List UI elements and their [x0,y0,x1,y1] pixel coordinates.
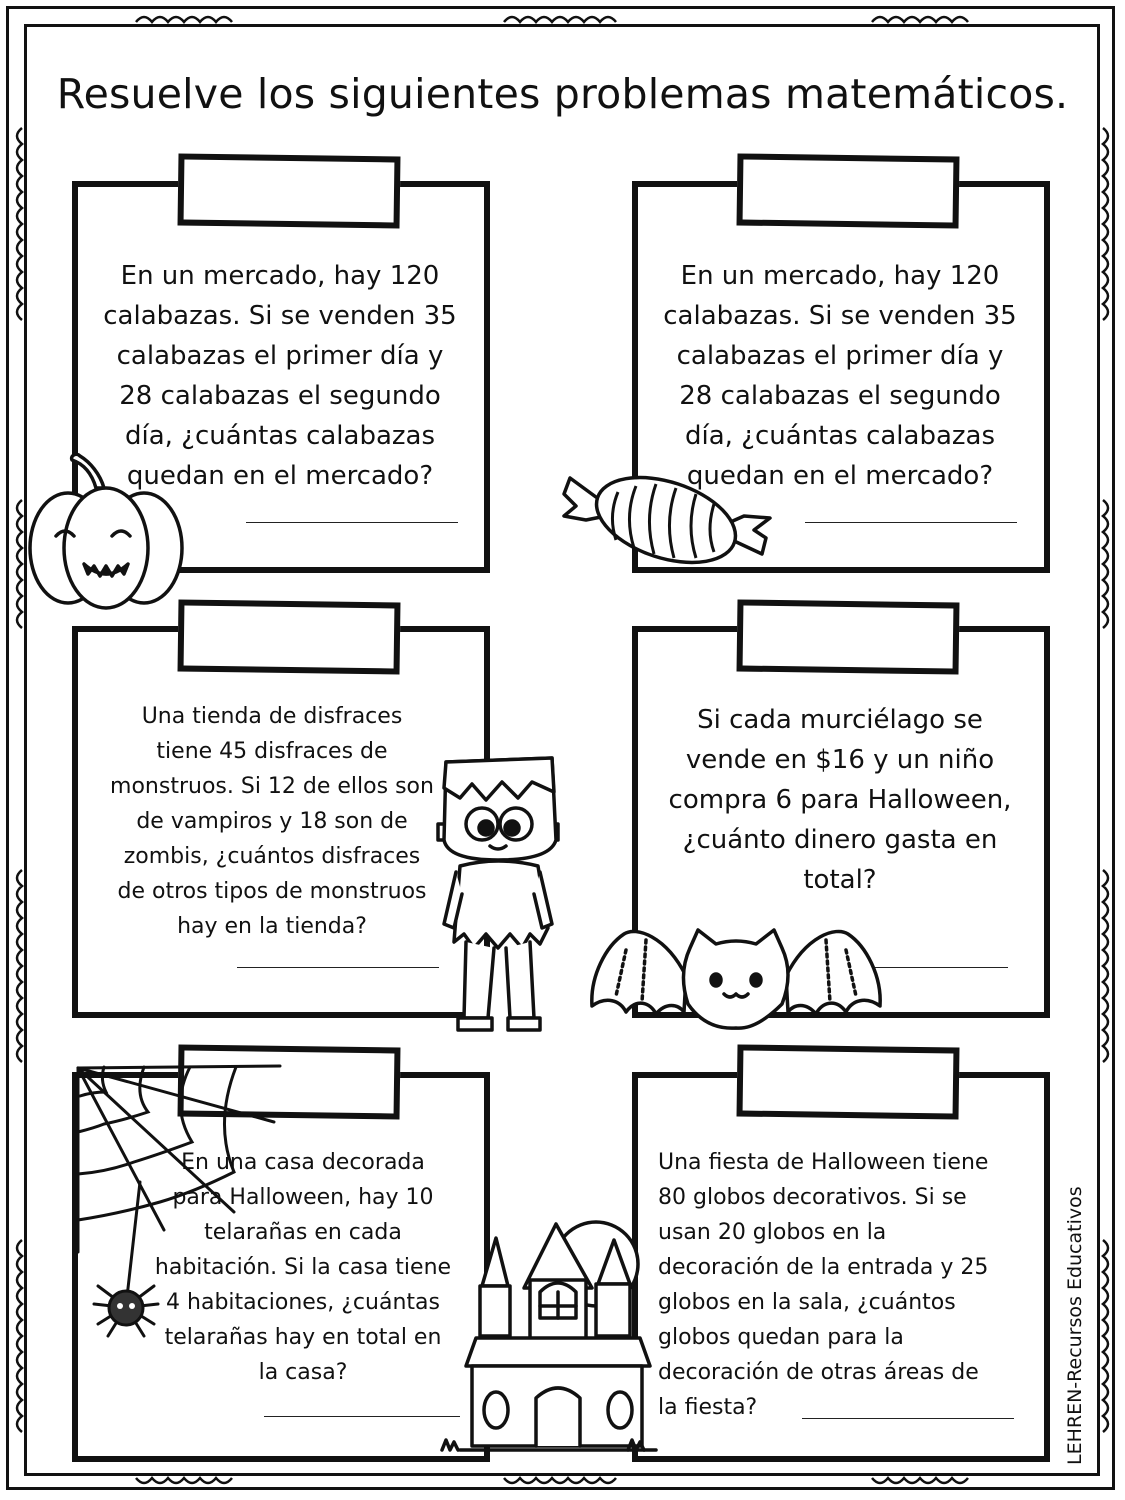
card-tab-4 [737,599,960,674]
answer-line-3[interactable] [237,967,439,968]
candy-icon [556,450,776,590]
page-title: Resuelve los siguientes problemas matemáticos. [56,70,1069,118]
card-tab-2 [737,153,960,228]
answer-line-2[interactable] [805,522,1017,523]
card-tab-6 [737,1044,960,1119]
problem-text-2: En un mercado, hay 120 calabazas. Si se venden 35 calabazas el primer día y 28 calabazas el segundo día, ¿cuántas calabazas quedan en el mercado? [663,261,1017,491]
answer-line-6[interactable] [802,1418,1014,1419]
credit-text: LEHREN-Recursos Educativos [1064,1186,1086,1465]
problem-text-1: En un mercado, hay 120 calabazas. Si se venden 35 calabazas el primer día y 28 calabazas el segundo día, ¿cuántas calabazas quedan en el mercado? [103,261,457,491]
problem-text-4: Si cada murciélago se vende en $16 y un niño compra 6 para Halloween, ¿cuánto dinero gasta en total? [668,705,1012,895]
haunted-house-icon [438,1218,658,1464]
problem-text-6: Una fiesta de Halloween tiene 80 globos decorativos. Si se usan 20 globos en la decoración de la entrada y 25 globos en la sala, ¿cuántos globos quedan para la decoración de otras áreas de la fiesta? [658,1150,989,1420]
pumpkin-icon [26,452,186,610]
answer-line-1[interactable] [246,522,458,523]
problem-text-5: En una casa decorada para Halloween, hay 10 telarañas en cada habitación. Si la casa tiene 4 habitaciones, ¿cuántas telarañas hay en total en la casa? [154,1150,452,1385]
problem-text-3: Una tienda de disfraces tiene 45 disfraces de monstruos. Si 12 de ellos son de vampiros y 18 son de zombis, ¿cuántos disfraces de otros tipos de monstruos hay en la tienda? [110,704,434,939]
frankenstein-icon [430,748,570,1036]
spiderweb-icon [74,1062,284,1352]
bat-icon [586,926,886,1032]
card-tab-3 [178,599,401,674]
card-tab-1 [178,153,401,228]
answer-line-5[interactable] [264,1416,460,1417]
